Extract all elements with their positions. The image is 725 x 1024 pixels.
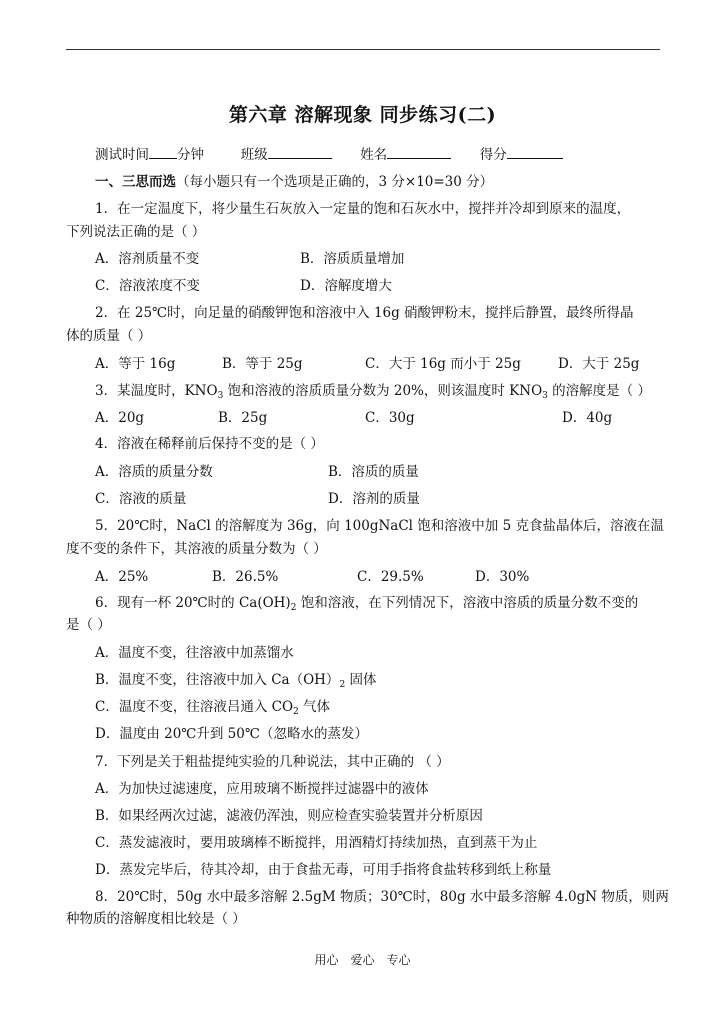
q6-option-b-subscript: 2 (339, 680, 346, 690)
q6-stem-line2: 是（ ） (66, 617, 111, 633)
q3-option-b: B．25g (218, 410, 268, 426)
q3-subscript-2: 3 (542, 391, 548, 401)
q2-stem-line1: 2．在 25℃时，向足量的硝酸钾饱和溶液中入 16g 硝酸钾粉末，搅拌后静置，最终所得晶 (95, 305, 634, 321)
q6-subscript: 2 (290, 603, 297, 613)
score-blank[interactable] (507, 144, 563, 159)
page-footer (0, 951, 725, 968)
section-title: 一、三思而选 (95, 174, 176, 190)
q6-option-c-part1: C．温度不变，往溶液吕通入 CO (95, 699, 294, 715)
footer-word-1: 用心 (314, 953, 339, 967)
q3-option-a: A．20g (95, 410, 145, 426)
q4-option-d: D．溶剂的质量 (328, 491, 420, 507)
section-heading (95, 170, 493, 190)
test-info-row (95, 143, 563, 163)
q6-stem-part1: 6．现有一杯 20℃时的 Ca(OH) (95, 595, 291, 611)
q1-option-b: B．溶质质量增加 (300, 251, 405, 267)
q3-option-d: D．40g (562, 410, 613, 426)
section-note: （每小题只有一个选项是正确的，3 分×10=30 分） (176, 174, 494, 190)
q6-option-a: A．温度不变，往溶液中加蒸馏水 (95, 645, 294, 661)
q1-option-d: D．溶解度增大 (300, 278, 392, 294)
q6-option-c-part2: 气体 (298, 699, 331, 715)
q5-stem-line2: 度不变的条件下，其溶液的质量分数为（ ） (66, 541, 327, 557)
footer-word-3: 专心 (386, 953, 411, 967)
class-label: 班级 (240, 147, 268, 163)
q4-stem: 4．溶液在稀释前后保持不变的是（ ） (95, 436, 324, 452)
q6-option-b-part1: B．温度不变，往溶液中加入 Ca（OH） (95, 672, 340, 688)
q6-option-c-subscript: 2 (293, 707, 299, 717)
q3-stem-part1: 3．某温度时，KNO (95, 383, 218, 399)
q5-option-d: D．30% (475, 569, 530, 585)
q4-option-a: A．溶质的质量分数 (95, 464, 213, 480)
name-blank[interactable] (387, 144, 451, 159)
header-rule (66, 49, 660, 50)
q3-option-c: C．30g (365, 410, 415, 426)
q6-option-c (95, 695, 330, 717)
q6-stem-line1 (95, 591, 638, 613)
q1-stem-line2: 下列说法正确的是（ ） (66, 224, 206, 240)
q6-option-b (95, 668, 376, 690)
q7-stem: 7．下列是关于粗盐提纯实验的几种说法，其中正确的 （ ） (95, 754, 450, 770)
q6-stem-part2: 饱和溶液，在下列情况下，溶液中溶质的质量分数不变的 (296, 595, 639, 611)
q8-stem-line2: 种物质的溶解度相比较是（ ） (66, 911, 246, 927)
time-blank[interactable] (149, 144, 177, 159)
q3-stem-part2: 饱和溶液的溶质质量分数为 20%，则该温度时 KNO (223, 383, 543, 399)
q6-option-b-part2: 固体 (345, 672, 377, 688)
q6-option-d: D．温度由 20℃升到 50℃（忽略水的蒸发） (95, 726, 368, 742)
q5-stem-line1: 5．20℃时，NaCl 的溶解度为 36g，向 100gNaCl 饱和溶液中加 5 克食盐晶体后，溶液在温 (95, 518, 664, 534)
q2-option-b: B．等于 25g (222, 356, 303, 372)
time-unit: 分钟 (177, 147, 204, 163)
q1-stem-line1: 1．在一定温度下，将少量生石灰放入一定量的饱和石灰水中，搅拌并冷却到原来的温度， (95, 201, 631, 217)
q7-option-b: B．如果经两次过滤，滤液仍浑浊，则应检查实验装置并分析原因 (95, 808, 483, 824)
q3-stem (95, 379, 651, 401)
class-blank[interactable] (268, 144, 332, 159)
q5-option-a: A．25% (95, 569, 149, 585)
score-label: 得分 (479, 147, 507, 163)
q7-option-c: C．蒸发滤液时，要用玻璃棒不断搅拌，用酒精灯持续加热，直到蒸干为止 (95, 835, 538, 851)
q5-option-b: B．26.5% (212, 569, 279, 585)
q1-option-c: C．溶液浓度不变 (95, 278, 200, 294)
name-label: 姓名 (360, 147, 388, 163)
q2-option-d: D．大于 25g (558, 356, 640, 372)
q2-stem-line2: 体的质量（ ） (66, 328, 152, 344)
q8-stem-line1: 8．20℃时，50g 水中最多溶解 2.5gM 物质；30℃时，80g 水中最多溶解 4.0gN 物质，则两 (95, 889, 669, 905)
q1-option-a: A．溶剂质量不变 (95, 251, 200, 267)
footer-word-2: 爱心 (350, 953, 375, 967)
q4-option-b: B．溶质的质量 (328, 464, 419, 480)
q3-subscript-1: 3 (217, 391, 224, 401)
q7-option-a: A．为加快过滤速度，应用玻璃不断搅拌过滤器中的液体 (95, 781, 429, 797)
q4-option-c: C．溶液的质量 (95, 491, 187, 507)
page-title: 第六章 溶解现象 同步练习(二) (228, 104, 497, 126)
q7-option-d: D．蒸发完毕后，待其冷却，由于食盐无毒，可用手指将食盐转移到纸上称量 (95, 862, 552, 878)
q2-option-a: A．等于 16g (95, 356, 176, 372)
time-label: 测试时间 (95, 147, 149, 163)
q3-stem-part3: 的溶解度是（ ） (547, 383, 651, 399)
q5-option-c: C．29.5% (357, 569, 424, 585)
q2-option-c: C．大于 16g 而小于 25g (365, 356, 521, 372)
